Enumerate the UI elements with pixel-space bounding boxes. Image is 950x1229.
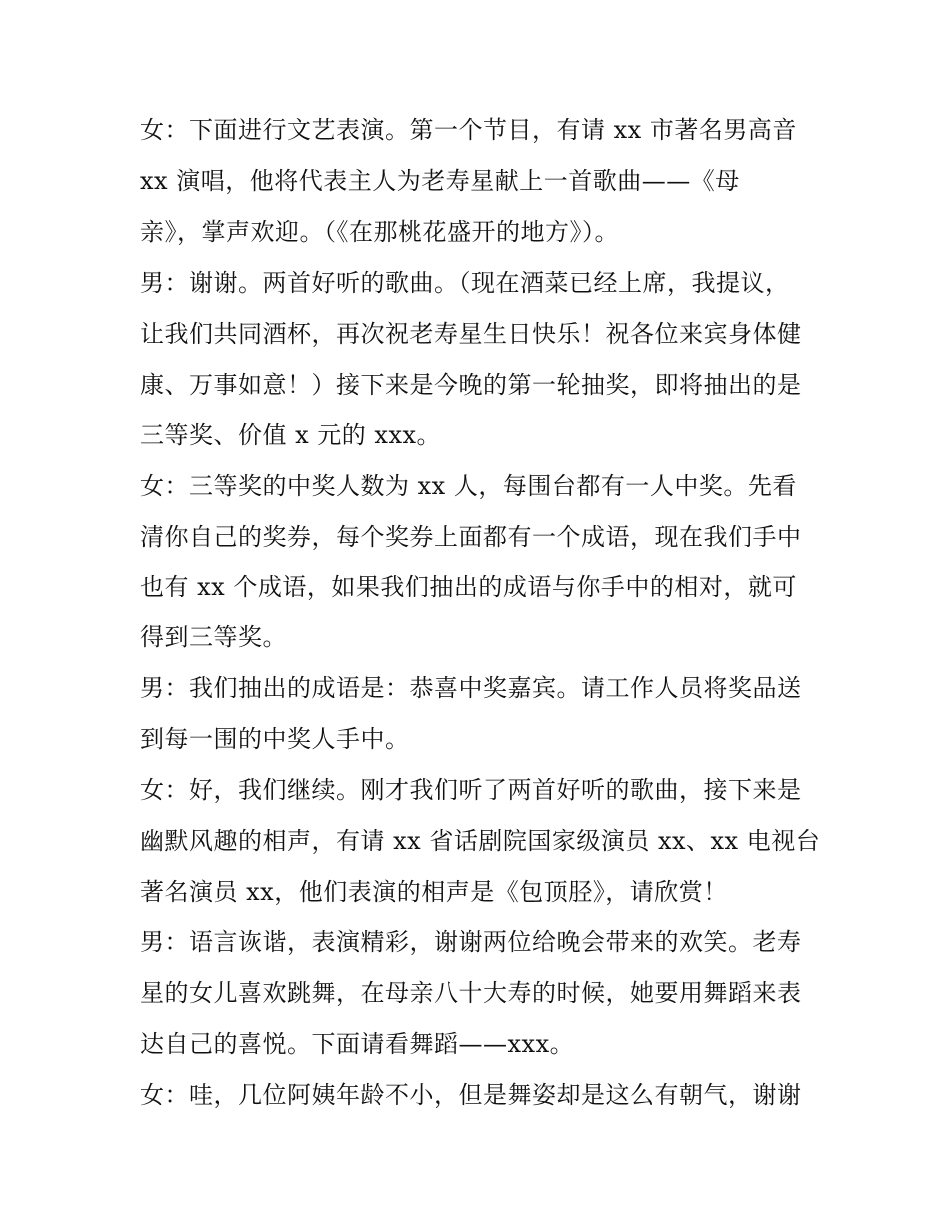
text-line: 男：谢谢。两首好听的歌曲。（现在酒菜已经上席，我提议，	[140, 269, 790, 297]
text-line: 女：三等奖的中奖人数为 xx 人，每围台都有一人中奖。先看	[140, 472, 797, 500]
text-line: 也有 xx 个成语，如果我们抽出的成语与你手中的相对，就可	[140, 573, 797, 601]
text-line: 让我们共同酒杯，再次祝老寿星生日快乐！祝各位来宾身体健	[140, 320, 802, 348]
text-line: 星的女儿喜欢跳舞，在母亲八十大寿的时候，她要用舞蹈来表	[140, 979, 802, 1007]
text-line: 到每一围的中奖人手中。	[140, 725, 410, 753]
text-line: 达自己的喜悦。下面请看舞蹈——xxx。	[140, 1030, 575, 1058]
text-line: 康、万事如意！）接下来是今晚的第一轮抽奖，即将抽出的是	[140, 371, 802, 399]
text-line: xx 演唱，他将代表主人为老寿星献上一首歌曲——《母	[140, 167, 740, 195]
text-line: 女：下面进行文艺表演。第一个节目，有请 xx 市著名男高音	[140, 116, 797, 144]
text-line: 女：好，我们继续。刚才我们听了两首好听的歌曲，接下来是	[140, 776, 802, 804]
text-line: 清你自己的奖券，每个奖券上面都有一个成语，现在我们手中	[140, 523, 802, 551]
text-line: 男：我们抽出的成语是：恭喜中奖嘉宾。请工作人员将奖品送	[140, 674, 802, 702]
text-line: 得到三等奖。	[140, 623, 287, 651]
text-line: 男：语言诙谐，表演精彩，谢谢两位给晚会带来的欢笑。老寿	[140, 928, 802, 956]
text-line: 女：哇，几位阿姨年龄不小，但是舞姿却是这么有朝气，谢谢	[140, 1081, 802, 1109]
text-line: 亲》，掌声欢迎。（《在那桃花盛开的地方》）。	[140, 218, 619, 246]
text-line: 著名演员 xx，他们表演的相声是《包顶胫》，请欣赏！	[140, 878, 728, 906]
text-line: 三等奖、价值 x 元的 xxx。	[140, 421, 442, 449]
text-line: 幽默风趣的相声，有请 xx 省话剧院国家级演员 xx、xx 电视台	[140, 827, 821, 855]
